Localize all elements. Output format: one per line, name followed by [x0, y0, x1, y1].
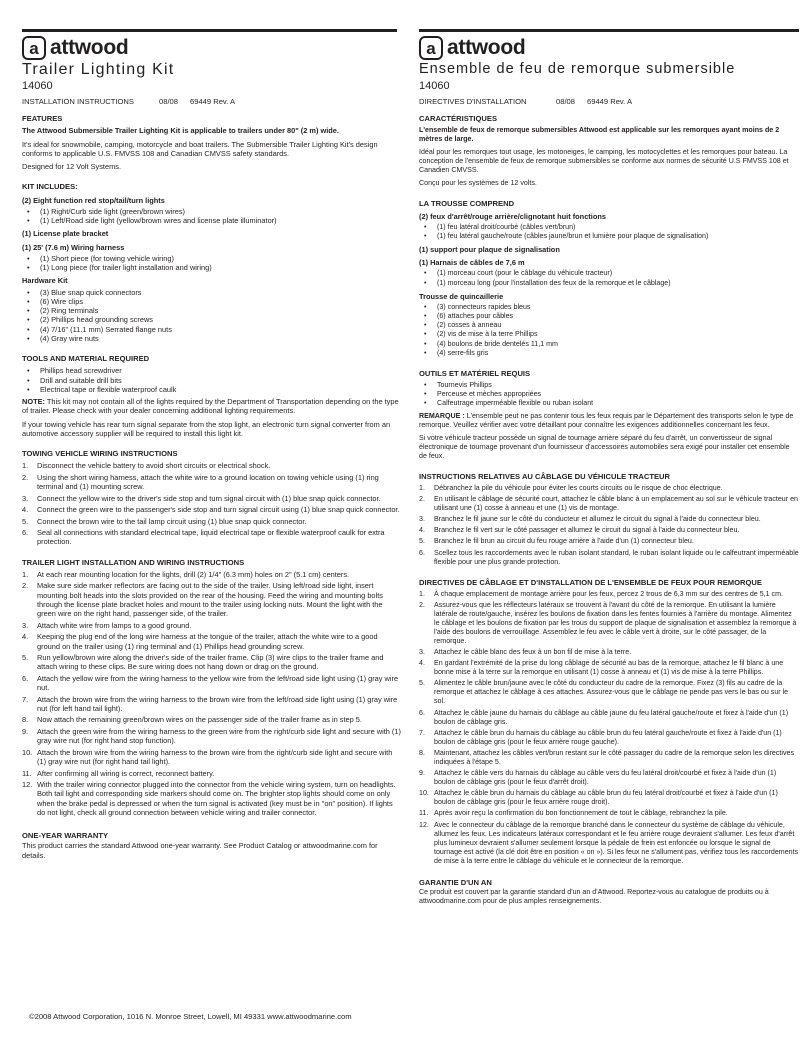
step-item: 6. Attachez le câble jaune du harnais du câblage au câble jaune du feu latéral gauche/route et fixez à l'aide d'un (1) boulon de câblage gris. — [419, 708, 789, 726]
list-item: • Perceuse et mèches appropriées — [419, 390, 799, 399]
page-title-fr: Ensemble de feu de remorque submersible — [419, 61, 736, 77]
page-title: Trailer Lighting Kit — [22, 61, 175, 78]
step-item: 11. Après avoir reçu la confirmation du bon fonctionnement de tout le câblage, rebranchez la pile. — [419, 809, 728, 818]
note-paragraph — [22, 397, 402, 416]
kit-harness-heading: (1) 25' (7.6 m) Wiring harness — [22, 242, 125, 252]
french-body — [419, 114, 799, 910]
model-number-fr: 14060 — [419, 80, 450, 92]
step-item: 3. Branchez le fil jaune sur le côté du conducteur et allumez le circuit du signal à l'aide du connecteur bleu. — [419, 515, 761, 524]
kit-harness-list — [22, 254, 402, 272]
doc-type-fr: DIRECTIVES D'INSTALLATION — [419, 97, 527, 106]
trailer-heading-fr: DIRECTIVES DE CÂBLAGE ET D'INSTALLATION DE L'ENSEMBLE DE FEUX POUR REMORQUE — [419, 577, 762, 587]
copyright-footer: ©2008 Attwood Corporation, 1016 N. Monroe Street, Lowell, MI 49331 www.attwoodmarine.com — [29, 1012, 352, 1021]
features-text: It's ideal for snowmobile, camping, motorcycle and boat trailers. The Submersible Trailer Lighting Kit's design conforms to applicable U.S. FMVSS 108 and Canadian CMVSS safety standards. — [22, 139, 378, 158]
step-item: 1. Débranchez la pile du véhicule pour éviter les courts circuits ou le risque de choc électrique. — [419, 483, 723, 492]
kit-heading-fr: LA TROUSSE COMPREND — [419, 199, 515, 208]
step-item: 10. Attachez le câble brun du harnais du câblage au câble brun du feu latéral droit/courbé et fixez à l'aide d'un (1) boulon de câblage gris (pour le feux arrière rouge droit). — [419, 789, 778, 807]
list-item: • (4) 7/16" (11.1 mm) Serrated flange nuts — [22, 325, 402, 334]
step-item: 2. En utilisant le câblage de sécurité court, attachez le câble blanc à un emplacement au sol sur le véhicule tracteur en utilisant une (1) cosse à anneau et une (1) vis de montage. — [419, 494, 798, 512]
doc-type: INSTALLATION INSTRUCTIONS — [22, 97, 134, 106]
step-item: 6. Scellez tous les raccordements avec le ruban isolant standard, le ruban isolant liquide ou le calfeutrant imperméable flexible pour une plus grande protection. — [419, 548, 799, 566]
model-number: 14060 — [22, 80, 53, 92]
step-item: 7. Attachez le câble brun du harnais du câblage au câble brun du feu latéral gauche/route et fixez à l'aide d'un (1) boulon de câblage gris (pour le feux arrière rouge gauche). — [419, 728, 782, 746]
list-item: • (6) Wire clips — [22, 297, 402, 306]
kit-heading: KIT INCLUDES: — [22, 182, 78, 192]
step-item: 6. Seal all connections with standard electrical tape, liquid electrical tape or flexible waterproof caulk for extra protection. — [22, 528, 385, 547]
note-paragraph-fr — [419, 412, 799, 430]
step-item: 3. Connect the yellow wire to the driver's side stop and turn signal circuit with (1) blue snap quick connector. — [22, 493, 381, 503]
step-item: 4. En gardant l'extrémité de la prise du long câblage de sécurité au bas de la remorque, attachez le fil blanc à une bonne mise à la terre sur la remorque en utilisant (1) cosse à anneau et (1) vis de mise à la terre Phillips. — [419, 659, 784, 677]
doc-revision: 69449 Rev. A — [190, 97, 236, 106]
list-item: • (1) morceau court (pour le câblage du véhicule tracteur) — [419, 269, 799, 278]
note-text: This kit may not contain all of the lights required by the Department of Transportation depending on the type of trailer. Please check with your dealer concerning additional lighting requirements. — [22, 396, 399, 416]
doc-meta-fr — [419, 97, 632, 106]
towing-heading-fr: INSTRUCTIONS RELATIVES AU CÂBLAGE DU VÉHICULE TRACTEUR — [419, 471, 671, 481]
kit-bracket-heading-fr: (1) support pour plaque de signalisation — [419, 245, 560, 255]
step-item: 4. Connect the green wire to the passenger's side stop and turn signal circuit using (1) blue snap quick connector. — [22, 505, 400, 515]
attwood-wordmark-fr: attwood — [447, 36, 526, 59]
list-item: • (1) feu latéral droit/courbé (câbles vert/brun) — [419, 223, 799, 232]
hardware-list — [22, 288, 402, 343]
kit-lights-heading: (2) Eight function red stop/tail/turn lights — [22, 195, 165, 205]
note-label-fr: REMARQUE : — [419, 411, 465, 420]
list-item: • (2) vis de mise à la terre Phillips — [419, 330, 799, 339]
attwood-logo-mark-fr: a — [419, 36, 443, 60]
step-item: 2. Using the short wiring harness, attach the white wire to a ground location on towing vehicle using (1) ring terminal and (1) mounting screw. — [22, 472, 379, 492]
list-item: • (4) boulons de bride dentelés 11,1 mm — [419, 340, 799, 349]
features-heading-fr: CARACTÉRISTIQUES — [419, 114, 498, 123]
hardware-list-fr — [419, 303, 799, 358]
step-item: 8. Maintenant, attachez les câbles vert/brun restant sur le côté passager du cadre de la remorque selon les directives indiquées à l'étape 5. — [419, 748, 795, 766]
warranty-text: This product carries the standard Attwood one-year warranty. See Product Catalog or attwoodmarine.com for details. — [22, 841, 378, 860]
french-column — [419, 0, 799, 1054]
trailer-heading: TRAILER LIGHT INSTALLATION AND WIRING INSTRUCTIONS — [22, 557, 245, 567]
features-heading: FEATURES — [22, 114, 63, 123]
warranty-heading: ONE-YEAR WARRANTY — [22, 831, 109, 841]
doc-revision-fr: 69449 Rev. A — [587, 97, 633, 106]
step-item: 5. Alimentez le câble brun/jaune avec le côté du conducteur du cadre de la remorque. Fixez (3) fils au cadre de la remorque et attachez le câblage à ces attaches. Assurez-vous que le câblage ne pende pas vers le bas ou sur le sol. — [419, 679, 789, 706]
step-item: 8. Now attach the remaining green/brown wires on the passenger side of the trailer frame as in step 5. — [22, 715, 362, 725]
note-label: NOTE: — [22, 396, 45, 406]
doc-date: 08/08 — [159, 97, 179, 106]
english-column — [22, 0, 402, 1054]
step-item: 5. Connect the brown wire to the tail lamp circuit using (1) blue snap quick connector. — [22, 516, 307, 526]
english-body — [22, 114, 402, 864]
list-item: • Drill and suitable drill bits — [22, 376, 402, 385]
step-item: 5. Branchez le fil brun au circuit du feu rouge arrière à l'aide d'un (1) connecteur bleu. — [419, 537, 694, 546]
trailer-steps — [22, 570, 402, 817]
doc-date-fr: 08/08 — [556, 97, 576, 106]
step-item: 1. At each rear mounting location for the lights, drill (2) 1/4" (6.3 mm) holes on 2" (5.1 cm) centers. — [22, 570, 350, 579]
step-item: 4. Keeping the plug end of the long wire harness at the tongue of the trailer, attach the white wire to a good ground on the trailer using (1) ring terminal and (1) Phillips head grounding screw. — [22, 632, 378, 651]
attwood-logo — [22, 36, 128, 60]
list-item: • (1) Left/Road side light (yellow/brown wires and license plate illuminator) — [22, 216, 402, 225]
list-item: • (3) connecteurs rapides bleus — [419, 303, 799, 312]
list-item: • (1) Long piece (for trailer light installation and wiring) — [22, 263, 402, 272]
list-item: • (1) feu latéral gauche/route (câbles jaune/brun et lumière pour plaque de signalisation) — [419, 232, 799, 241]
list-item: • Tournevis Phillips — [419, 381, 799, 390]
warranty-heading-fr: GARANTIE D'UN AN — [419, 877, 492, 887]
list-item: • Calfeutrage imperméable flexible ou ruban isolant — [419, 399, 799, 408]
trailer-steps-fr — [419, 590, 799, 866]
list-item: • (2) Phillips head grounding screws — [22, 315, 402, 324]
step-item: 9. Attachez le câble vers du harnais du câblage au câble vers du feu latéral droit/courbé et fixez à l'aide d'un (1) boulon de câblage gris (pour le feux d'arrêt droit). — [419, 769, 777, 787]
step-item: 7. Attach the brown wire from the wiring harness to the brown wire from the left/road side light using (1) gray wire nut (for left hand tail light). — [22, 694, 398, 713]
towing-steps-fr — [419, 484, 799, 567]
attwood-logo-mark: a — [22, 36, 46, 60]
list-item: • (1) Right/Curb side light (green/brown wires) — [22, 207, 402, 216]
note-text-fr: L'ensemble peut ne pas contenir tous les feux requis par le Département des transports selon le type de remorque. Veuillez vérifier avec votre détaillant pour connaître les exigences additionnelles concernant les feux. — [419, 411, 794, 429]
list-item: • (4) serre-fils gris — [419, 349, 799, 358]
tools-heading: TOOLS AND MATERIAL REQUIRED — [22, 354, 150, 363]
tools-list — [22, 366, 402, 394]
features-voltage: Designed for 12 Volt Systems. — [22, 162, 122, 172]
tools-list-fr — [419, 381, 799, 409]
towing-heading: TOWING VEHICLE WIRING INSTRUCTIONS — [22, 449, 178, 459]
list-item: • (2) cosses à anneau — [419, 321, 799, 330]
kit-lights-list-fr — [419, 223, 799, 241]
step-item: 3. Attachez le câble blanc des feux à un bon fil de mise à la terre. — [419, 647, 632, 656]
list-item: • (1) Short piece (for towing vehicle wiring) — [22, 254, 402, 263]
features-lead: The Attwood Submersible Trailer Lighting Kit is applicable to trailers under 80" (2 m) wide. — [22, 126, 339, 136]
list-item: • (6) attaches pour câbles — [419, 312, 799, 321]
step-item: 11. After confirming all wiring is correct, reconnect battery. — [22, 768, 215, 778]
step-item: 9. Attach the green wire from the wiring harness to the green wire from the right/curb side light and secure with (1) gray wire nut (for right hand stop function). — [22, 726, 401, 746]
kit-bracket-heading: (1) License plate bracket — [22, 229, 109, 239]
attwood-wordmark: attwood — [50, 36, 129, 59]
step-item: 1. À chaque emplacement de montage arrière pour les feux, percez 2 trous de 6,3 mm sur des centres de 5,1 cm. — [419, 589, 783, 598]
features-lead-fr: L'ensemble de feux de remorque submersibles Attwood est applicable sur les remorques ayant moins de 2 mètres de large. — [419, 126, 780, 143]
turn-signal-note-fr: Si votre véhicule tracteur possède un signal de tournage arrière séparé du feu d'arrêt, un convertisseur de signal électronique de tournage provenant d'un fournisseur d'accessoires automobiles sera exigé pour installer cet ensemble de feux. — [419, 433, 790, 460]
kit-harness-list-fr — [419, 269, 799, 287]
features-text-fr: Idéal pour les remorques tout usage, les motoneiges, le camping, les motocyclettes et les remorques pour bateau. La conception de l'ensemble de feux de remorque submersibles se conforme aux normes de sécurité U.S FMVSS 108 et Canadien CMVSS. — [419, 148, 789, 174]
list-item: • (2) Ring terminals — [22, 306, 402, 315]
step-item: 12. Avec le connecteur du câblage de la remorque branché dans le connecteur du système de câblage du véhicule, allumez les feux. Les indicateurs latéraux correspondant et le feu arrière rouge devraient s'allumer. Les feux d'arrêt plus lumineux devraient s'allumer seulement lorsque la pédale de frein est enfoncée ou lorsque le signal de tournage est activé (la clé doit être en position « on »). Si les feux ne s'allument pas, vérifiez tous les raccordements de mise à la terre entre le câblage du véhicule et le connecteur de la remorque. — [419, 820, 799, 865]
step-item: 6. Attach the yellow wire from the wiring harness to the yellow wire from the left/road side light using (1) gray wire nut. — [22, 673, 399, 693]
list-item: • (1) morceau long (pour l'installation des feux de la remorque et le câblage) — [419, 279, 799, 288]
turn-signal-note: If your towing vehicle has rear turn signal separate from the stop light, an electronic turn signal converter from an automotive accessory supplier will be required to install this light kit. — [22, 419, 391, 438]
hardware-heading: Hardware Kit — [22, 276, 68, 286]
step-item: 1. Disconnect the vehicle battery to avoid short circuits or electrical shock. — [22, 461, 271, 471]
list-item: • (4) Gray wire nuts — [22, 334, 402, 343]
list-item: • Phillips head screwdriver — [22, 366, 402, 375]
step-item: 3. Attach white wire from lamps to a good ground. — [22, 620, 192, 630]
towing-steps — [22, 461, 402, 546]
step-item: 12. With the trailer wiring connector plugged into the connector from the vehicle wiring system, turn on headlights. Both tail light and corresponding side markers should come on. The brighter stop lights should come on only when the brake pedal is depressed or when the turn signal is activated (key must be in "on" position). If lights do not light, check all ground connection between vehicle wiring and trailer connector. — [22, 780, 396, 817]
kit-lights-heading-fr: (2) feux d'arrêt/rouge arrière/clignotant huit fonctions — [419, 212, 606, 221]
features-voltage-fr: Conçu pour les systèmes de 12 volts. — [419, 179, 537, 187]
step-item: 10. Attach the brown wire from the wiring harness to the brown wire from the right/curb side light and secure with (1) gray wire nut (for right hand tail light). — [22, 747, 393, 767]
step-item: 4. Branchez le fil vert sur le côté passager et allumez le circuit du signal à l'aide du connecteur bleu. — [419, 526, 740, 535]
list-item: • (3) Blue snap quick connectors — [22, 288, 402, 297]
doc-meta — [22, 97, 235, 106]
kit-harness-heading-fr: (1) Harnais de câbles de 7,6 m — [419, 258, 525, 268]
tools-heading-fr: OUTILS ET MATÉRIEL REQUIS — [419, 369, 531, 379]
step-item: 5. Run yellow/brown wire along the driver's side of the trailer frame. Clip (3) wire clips to the trailer frame and attach wiring to these clips. Be sure wiring does not hang down or drag on the ground. — [22, 653, 384, 672]
hardware-heading-fr: Trousse de quincaillerie — [419, 291, 504, 301]
attwood-logo-fr — [419, 36, 525, 60]
warranty-text-fr: Ce produit est couvert par la garantie standard d'un an d'Attwood. Reportez-vous au catalogue de produits ou à attwoodmarine.com pour de plus amples renseignements. — [419, 887, 769, 905]
step-item: 2. Assurez-vous que les réflecteurs latéraux se trouvent à l'avant du côté de la remorque. En utilisant la lumière latérale de route/gauche, insérez les boulons de fixation dans les fentes fournies à l'arrière du montage. Alimentez le câblage et les boulons de fixation par les trous du support de plaque de signalisation et assemblez la remorque à l'aide des boulons de verrouillage. Assemblez le feu avec le câble vert à droite, sur le côté passager, de la remorque. — [419, 600, 797, 645]
kit-lights-list — [22, 207, 402, 225]
step-item: 2. Make sure side marker reflectors are facing out to the side of the trailer. Using left/road side light, insert mounting bolt heads into the slots provided on the rear of the housing. Feed the wiring and mounting bolts through the license plate bracket holes and mount to the trailer using locking nuts. Mount the light with the green wire on the right hand, passenger side, of the trailer. — [22, 581, 383, 619]
list-item: • Electrical tape or flexible waterproof caulk — [22, 385, 402, 394]
